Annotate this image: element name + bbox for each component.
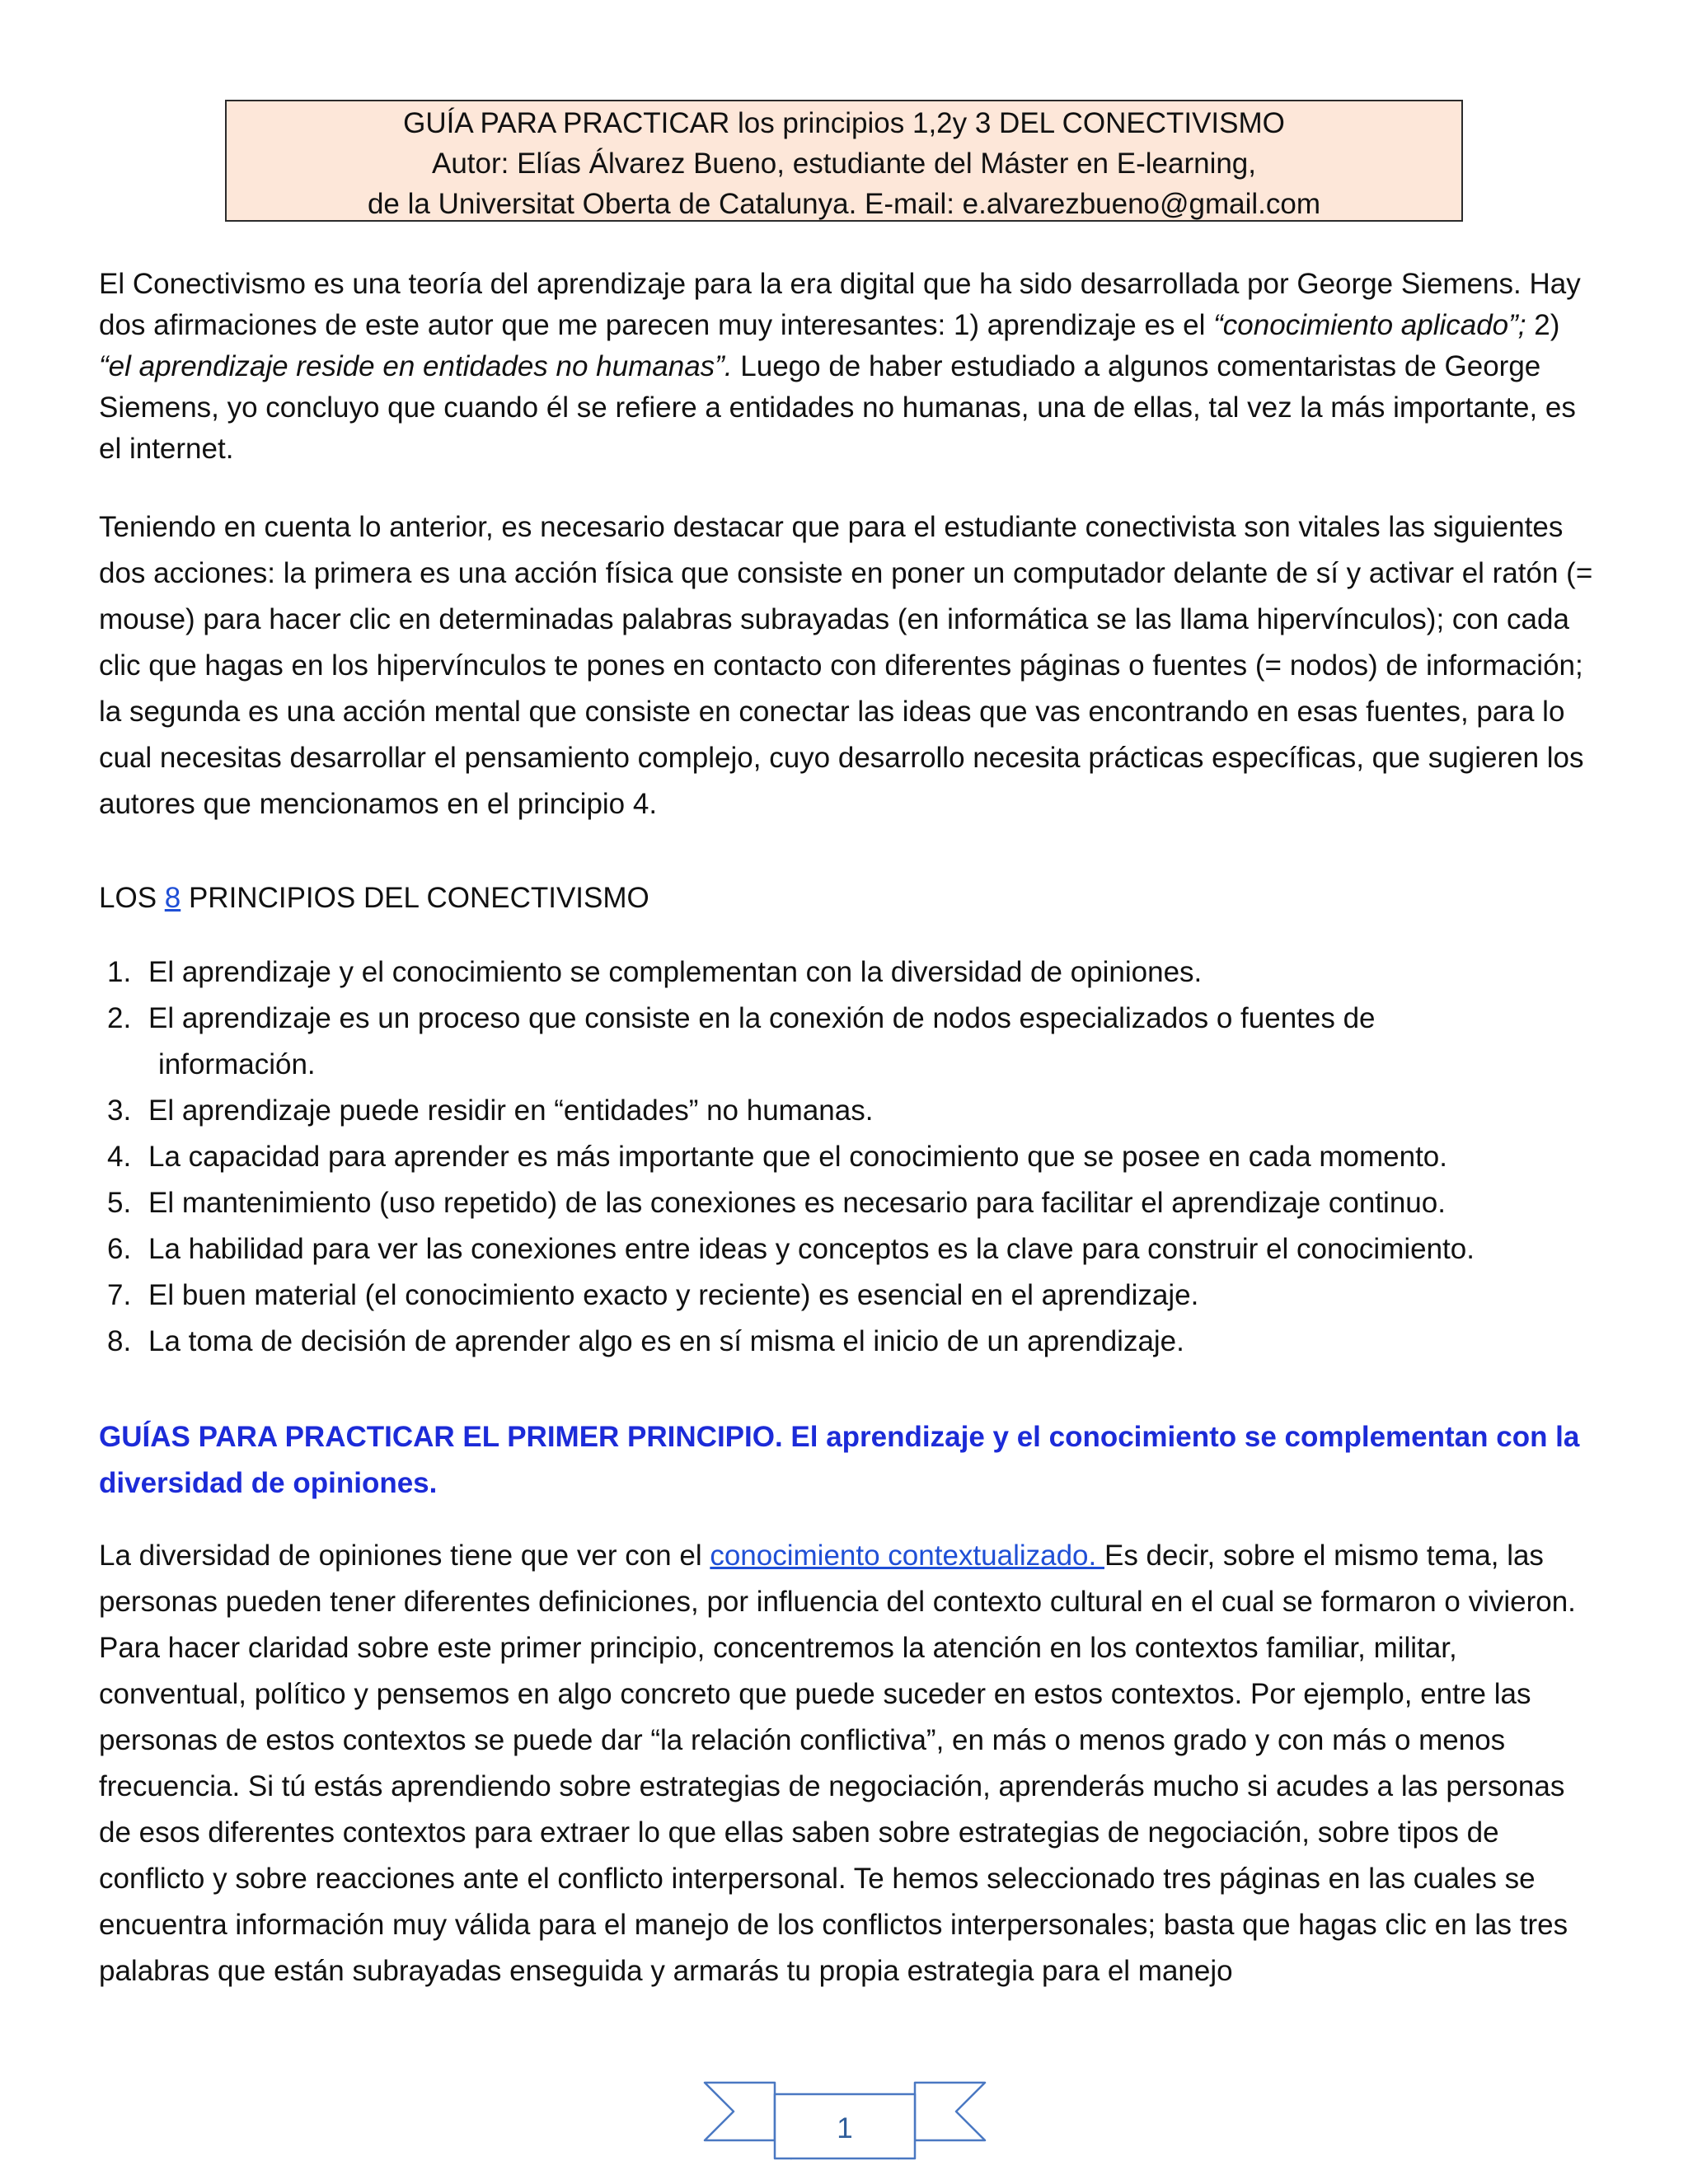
diversity-text-prefix: La diversidad de opiniones tiene que ver con el [99,1540,710,1572]
list-number: 2. [107,1002,132,1034]
principles-heading-suffix: PRINCIPIOS DEL CONECTIVISMO [181,882,649,914]
principles-heading [99,875,649,921]
title-line-1: GUÍA PARA PRACTICAR los principios 1,2y 3 DEL CONECTIVISMO [403,107,1285,139]
list-item [107,1272,1591,1319]
list-item [107,1180,1591,1226]
affiliation-line: de la Universitat Oberta de Catalunya. E-mail: e.alvarezbueno@gmail.com [367,188,1321,220]
contextual-knowledge-link[interactable]: conocimiento contextualizado. [710,1540,1104,1572]
list-text: El buen material (el conocimiento exacto y reciente) es esencial en el aprendizaje. [148,1279,1199,1311]
list-item [107,1319,1591,1365]
list-item [107,949,1591,996]
diversity-text-rest: Es decir, sobre el mismo tema, las personas pueden tener diferentes definiciones, por influencia del contexto cultural en el cual se formaron o vivieron. Para hacer claridad sobre este primer principio, concentremos la atención en los contextos familiar, militar, conventual, político y pensemos en algo concreto que puede suceder en estos contextos. Por ejemplo, entre las personas de estos contextos se puede dar “la relación conflictiva”, en más o menos grado y con más o menos frecuencia. Si tú estás aprendiendo sobre estrategias de negociación, aprenderás mucho si acudes a las personas de esos diferentes contextos para extraer lo que ellas saben sobre estrategias de negociación, sobre tipos de conflicto y sobre reacciones ante el conflicto interpersonal. Te hemos seleccionado tres páginas en las cuales se encuentra información muy válida para el manejo de los conflictos interpersonales; basta que hagas clic en las tres palabras que están subrayadas enseguida y armarás tu propia estrategia para el manejo [99,1540,1576,1987]
principles-heading-prefix: LOS [99,882,165,914]
list-item-continuation [107,1042,1591,1088]
list-text: El mantenimiento (uso repetido) de las conexiones es necesario para facilitar el aprendizaje continuo. [148,1187,1446,1219]
principles-count-link[interactable]: 8 [164,882,181,914]
list-text: La capacidad para aprender es más importante que el conocimiento que se posee en cada momento. [148,1141,1447,1173]
list-text: El aprendizaje y el conocimiento se complementan con la diversidad de opiniones. [148,956,1203,988]
list-number: 6. [107,1233,132,1265]
list-item [107,1088,1591,1134]
intro-paragraph [99,264,1599,470]
list-text: La habilidad para ver las conexiones entre ideas y conceptos es la clave para construir el conocimiento. [148,1233,1475,1265]
intro-text-b: 2) [1526,309,1560,341]
list-item [107,996,1591,1042]
list-text: El aprendizaje es un proceso que consiste en la conexión de nodos especializados o fuentes de [148,1002,1376,1034]
intro-text-a: El Conectivismo es una teoría del aprendizaje para la era digital que ha sido desarrollada por George Siemens. Hay dos afirmaciones de este autor que me parecen muy interesantes: 1) aprendizaje es el [99,268,1581,341]
actions-paragraph: Teniendo en cuenta lo anterior, es necesario destacar que para el estudiante conectivista son vitales las siguientes dos acciones: la primera es una acción física que consiste en poner un computador delante de sí y activar el ratón (= mouse) para hacer clic en determinadas palabras subrayadas (en informática se las llama hipervínculos); con cada clic que hagas en los hipervínculos te pones en contacto con diferentes páginas o fuentes (= nodos) de información; la segunda es una acción mental que consiste en conectar las ideas que vas encontrando en esas fuentes, para lo cual necesitas desarrollar el pensamiento complejo, cuyo desarrollo necesita prácticas específicas, que sugieren los autores que mencionamos en el principio 4. [99,511,1593,820]
list-number: 8. [107,1325,132,1357]
principles-list [107,949,1591,1365]
page-number: 1 [837,2112,853,2144]
title-box [225,100,1463,222]
intro-quote-1: “conocimiento aplicado”; [1213,309,1526,341]
page-footer [701,2073,989,2163]
list-text-continuation: información. [158,1048,316,1080]
list-number: 5. [107,1187,132,1219]
list-item [107,1226,1591,1272]
first-principle-heading: GUÍAS PARA PRACTICAR EL PRIMER PRINCIPIO. El aprendizaje y el conocimiento se complementan con la diversidad de opiniones. [99,1421,1580,1499]
list-number: 3. [107,1094,132,1127]
intro-text-c: Luego de haber estudiado a algunos comentaristas de George Siemens, yo concluyo que cuando él se refiere a entidades no humanas, una de ellas, tal vez la más importante, es el internet. [99,350,1576,465]
list-number: 4. [107,1141,132,1173]
intro-quote-2: “el aprendizaje reside en entidades no humanas”. [99,350,733,382]
diversity-paragraph [99,1533,1599,1994]
author-line: Autor: Elías Álvarez Bueno, estudiante del Máster en E-learning, [432,148,1256,180]
list-number: 1. [107,956,132,988]
list-item [107,1134,1591,1180]
list-text: El aprendizaje puede residir en “entidades” no humanas. [148,1094,874,1127]
list-number: 7. [107,1279,132,1311]
list-text: La toma de decisión de aprender algo es en sí misma el inicio de un aprendizaje. [148,1325,1184,1357]
